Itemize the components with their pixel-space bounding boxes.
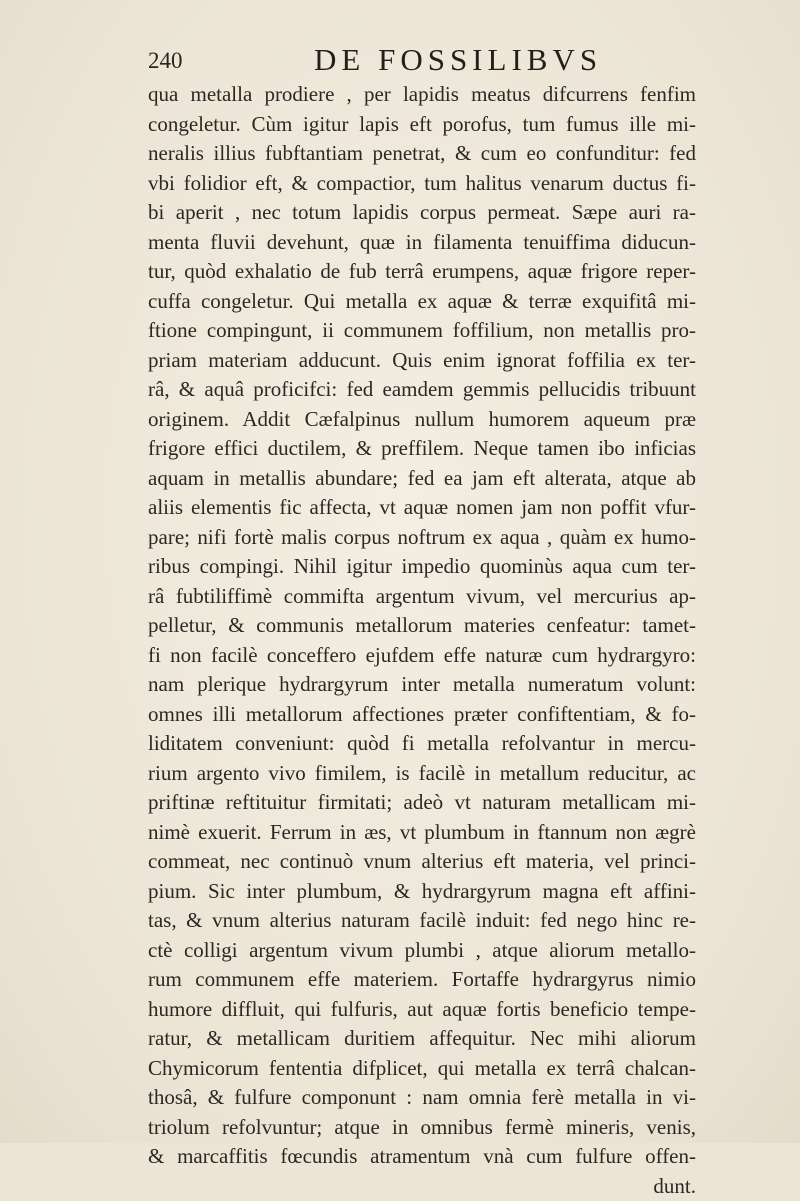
text-line: triolum refolvuntur; atque in omnibus fermè mineris, venis, [148,1113,696,1143]
text-line: qua metalla prodiere , per lapidis meatus difcurrens fenfim [148,80,696,110]
text-line: priam materiam adducunt. Quis enim ignorat foffilia ex ter- [148,346,696,376]
text-line: neralis illius fubftantiam penetrat, & cum eo confunditur: fed [148,139,696,169]
text-line: bi aperit , nec totum lapidis corpus permeat. Sæpe auri ra- [148,198,696,228]
text-line: priftinæ reftituitur firmitati; adeò vt naturam metallicam mi- [148,788,696,818]
text-line: ribus compingi. Nihil igitur impedio quominùs aqua cum ter- [148,552,696,582]
text-line: aquam in metallis abundare; fed ea jam eft alterata, atque ab [148,464,696,494]
text-line: menta fluvii devehunt, quæ in filamenta tenuiffima diducun- [148,228,696,258]
text-line: liditatem conveniunt: quòd fi metalla refolvantur in mercu- [148,729,696,759]
page-header [148,38,696,78]
text-line: tas, & vnum alterius naturam facilè induit: fed nego hinc re- [148,906,696,936]
text-line: vbi folidior eft, & compactior, tum halitus venarum ductus fi- [148,169,696,199]
text-line: Chymicorum fententia difplicet, qui metalla ex terrâ chalcan- [148,1054,696,1084]
text-line: humore diffluit, qui fulfuris, aut aquæ fortis beneficio tempe- [148,995,696,1025]
text-line: frigore effici ductilem, & preffilem. Neque tamen ibo inficias [148,434,696,464]
text-line: pium. Sic inter plumbum, & hydrargyrum magna eft affini- [148,877,696,907]
text-line: rum communem effe materiem. Fortaffe hydrargyrus nimio [148,965,696,995]
text-line: râ, & aquâ proficifci: fed eamdem gemmis pellucidis tribuunt [148,375,696,405]
page-number: 240 [148,48,183,74]
text-line: originem. Addit Cæfalpinus nullum humorem aqueum præ [148,405,696,435]
text-line: aliis elementis fic affecta, vt aquæ nomen jam non poffit vfur- [148,493,696,523]
text-line: omnes illi metallorum affectiones præter confiftentiam, & fo- [148,700,696,730]
text-line: pelletur, & communis metallorum materies cenfeatur: tamet- [148,611,696,641]
text-line: fi non facilè conceffero ejufdem effe naturæ cum hydrargyro: [148,641,696,671]
text-line: tur, quòd exhalatio de fub terrâ erumpens, aquæ frigore reper- [148,257,696,287]
running-title: DE FOSSILIBVS [314,42,602,78]
text-line: dunt. [148,1172,696,1201]
text-line: nimè exuerit. Ferrum in æs, vt plumbum in ftannum non ægrè [148,818,696,848]
text-line: rium argento vivo fimilem, is facilè in metallum reducitur, ac [148,759,696,789]
text-line: ctè colligi argentum vivum plumbi , atque aliorum metallo- [148,936,696,966]
text-line: commeat, nec continuò vnum alterius eft materia, vel princi- [148,847,696,877]
text-line: nam plerique hydrargyrum inter metalla numeratum volunt: [148,670,696,700]
body-text [148,80,696,1201]
text-line: ratur, & metallicam duritiem affequitur. Nec mihi aliorum [148,1024,696,1054]
text-line: & marcaffitis fœcundis atramentum vnà cum fulfure offen- [148,1142,696,1172]
text-line: râ fubtiliffimè commifta argentum vivum, vel mercurius ap- [148,582,696,612]
text-line: ftione compingunt, ii communem foffilium, non metallis pro- [148,316,696,346]
text-line: thosâ, & fulfure componunt : nam omnia ferè metalla in vi- [148,1083,696,1113]
text-line: congeletur. Cùm igitur lapis eft porofus, tum fumus ille mi- [148,110,696,140]
text-line: cuffa congeletur. Qui metalla ex aquæ & terræ exquifitâ mi- [148,287,696,317]
text-line: pare; nifi fortè malis corpus noftrum ex aqua , quàm ex humo- [148,523,696,553]
